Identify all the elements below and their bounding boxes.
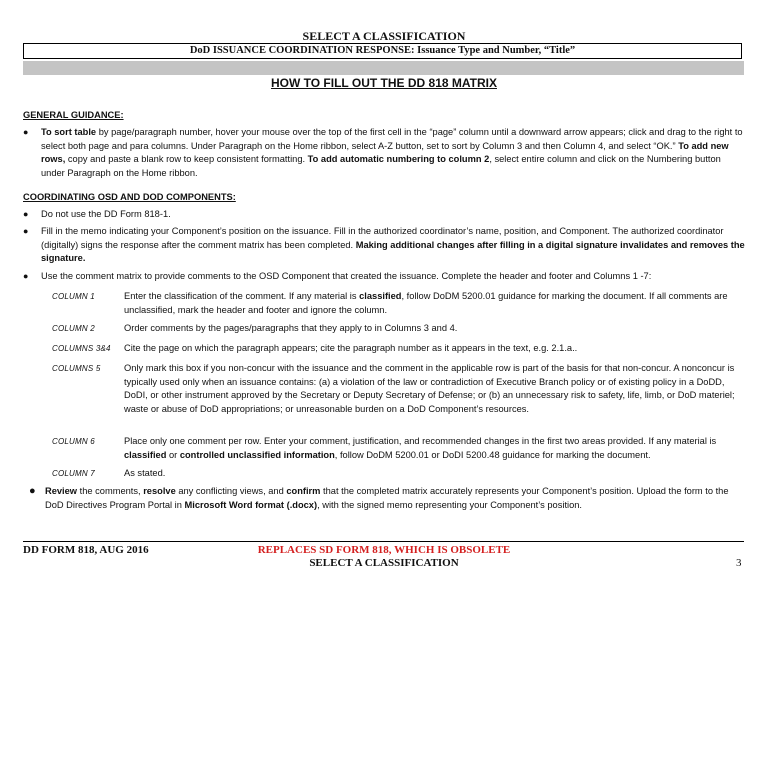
column-6-label: COLUMN 6	[52, 437, 95, 446]
add-rows-lead: To add new rows,	[41, 140, 729, 165]
add-rows-text: copy and paste a blank row to keep consistent formatting.	[65, 154, 308, 165]
word-format: Microsoft Word format (.docx)	[184, 499, 318, 510]
columns-3-4-label: COLUMNS 3&4	[52, 344, 111, 353]
column-1-text-c: , follow DoDM 5200.01 guidance for marking the document. If all comments are unclassified, mark the header and footer and ignore the column.	[124, 291, 728, 315]
resolve-word: resolve	[143, 486, 176, 496]
column-2-text: Order comments by the pages/paragraphs that they apply to in Columns 3 and 4.	[124, 323, 458, 333]
bullet-dot: ●	[23, 226, 29, 236]
coordinating-bullet-3	[23, 270, 745, 284]
general-guidance-bullet	[23, 126, 745, 180]
page-number: 3	[736, 557, 742, 569]
column-2-row	[52, 322, 742, 336]
page-title: HOW TO FILL OUT THE DD 818 MATRIX	[270, 76, 497, 90]
memo-instructions: Fill in the memo indicating your Component’s position on the issuance. Fill in the authorized coordinator’s name, position, and Component. The authorized coordinator (digitally) signs the response after the comment matrix has been completed.	[41, 226, 724, 250]
review-text-2: any conflicting views, and	[175, 486, 287, 496]
column-5-text: Only mark this box if you non-concur with the issuance and the comment in the applicable row is part of the basis for that non-concur. A nonconcur is typically used only when an issuance contains: (a) a violation of the law or contradiction of Executive Branch policy or of existing policy in a DoDD, DoDI, or other instrument approved by the Secretary or Deputy Secretary of Defense; or (b) an unnecessary risk to safety, life, limb, or DoD materiel; waste or abuse of DoD appropriations; or unreasonable burden on a DoD Component’s resources.	[124, 363, 735, 414]
sort-table-lead: To sort table	[41, 127, 97, 137]
general-guidance-heading: GENERAL GUIDANCE:	[23, 110, 124, 120]
header-gray-bar	[23, 61, 744, 75]
column-7-row	[52, 467, 742, 481]
classification-footer[interactable]: SELECT A CLASSIFICATION	[309, 557, 459, 569]
bullet-dot: ●	[23, 271, 29, 281]
columns-3-4-text: Cite the page on which the paragraph appears; cite the paragraph number as it appears in the text, e.g. 2.1.a..	[124, 343, 578, 353]
columns-3-4-row	[52, 342, 742, 356]
review-word: Review	[45, 486, 78, 496]
column-6-text-e: , follow DoDM 5200.01 or DoDI 5200.48 guidance for marking the document.	[334, 449, 651, 460]
column-6-text-bold-2: controlled unclassified information	[179, 449, 335, 460]
bullet-dot: ●	[29, 485, 36, 497]
column-6-text-bold-1: classified	[124, 449, 167, 460]
review-text-1: the comments,	[77, 486, 144, 496]
coordinating-bullet-2	[23, 225, 745, 266]
column-5-label: COLUMNS 5	[52, 364, 101, 373]
sort-table-text: by page/paragraph number, hover your mouse over the top of the first cell in the “page” column until a downward arrow appears; click and drag to the right to select both page and para columns. Under Paragraph on the Home ribbon, select A-Z button, set to sort by Column 3 and then Column 4, and select “OK.”	[41, 127, 743, 151]
review-bullet	[23, 485, 745, 512]
bullet-dot: ●	[23, 127, 29, 137]
column-1-label: COLUMN 1	[52, 292, 95, 301]
column-1-text-a: Enter the classification of the comment. If any material is	[124, 291, 360, 301]
bullet-dot: ●	[23, 209, 29, 219]
column-1-text-bold: classified	[359, 291, 402, 301]
column-5-row	[52, 362, 742, 416]
numbering-text: , select entire column and click on the Numbering button under Paragraph on the Home ribbon.	[41, 154, 721, 178]
confirm-word: confirm	[286, 486, 321, 496]
column-7-label: COLUMN 7	[52, 469, 95, 478]
review-text-3: that the completed matrix accurately represents your Component’s position. Upload the form to the DoD Directives Program Portal in	[45, 486, 729, 510]
column-7-text: As stated.	[124, 468, 166, 478]
column-6-text-c: or	[166, 449, 180, 460]
classification-header[interactable]: SELECT A CLASSIFICATION	[302, 29, 466, 43]
footer-divider	[23, 541, 744, 542]
column-1-row	[52, 290, 742, 317]
bullet-text: Do not use the DD Form 818-1.	[41, 209, 171, 219]
signature-warning: Making additional changes after filling in a digital signature invalidates and removes the signature.	[41, 239, 745, 264]
column-6-row	[52, 435, 742, 462]
column-2-label: COLUMN 2	[52, 324, 95, 333]
obsolete-notice: REPLACES SD FORM 818, WHICH IS OBSOLETE	[257, 544, 511, 556]
column-6-text-a: Place only one comment per row. Enter your comment, justification, and recommended changes in the first two areas provided. If any material is	[124, 436, 717, 446]
coordination-response-title[interactable]: DoD ISSUANCE COORDINATION RESPONSE: Issuance Type and Number, “Title”	[23, 43, 742, 59]
numbering-lead: To add automatic numbering to column 2	[307, 154, 490, 165]
review-text-4: , with the signed memo representing your Component’s position.	[317, 499, 583, 510]
form-identifier: DD FORM 818, AUG 2016	[23, 544, 149, 556]
bullet-text: Use the comment matrix to provide comments to the OSD Component that created the issuance. Complete the header and footer and Columns 1 -7:	[41, 271, 652, 281]
coordinating-heading: COORDINATING OSD AND DOD COMPONENTS:	[23, 192, 236, 202]
coordinating-bullet-1	[23, 208, 745, 222]
